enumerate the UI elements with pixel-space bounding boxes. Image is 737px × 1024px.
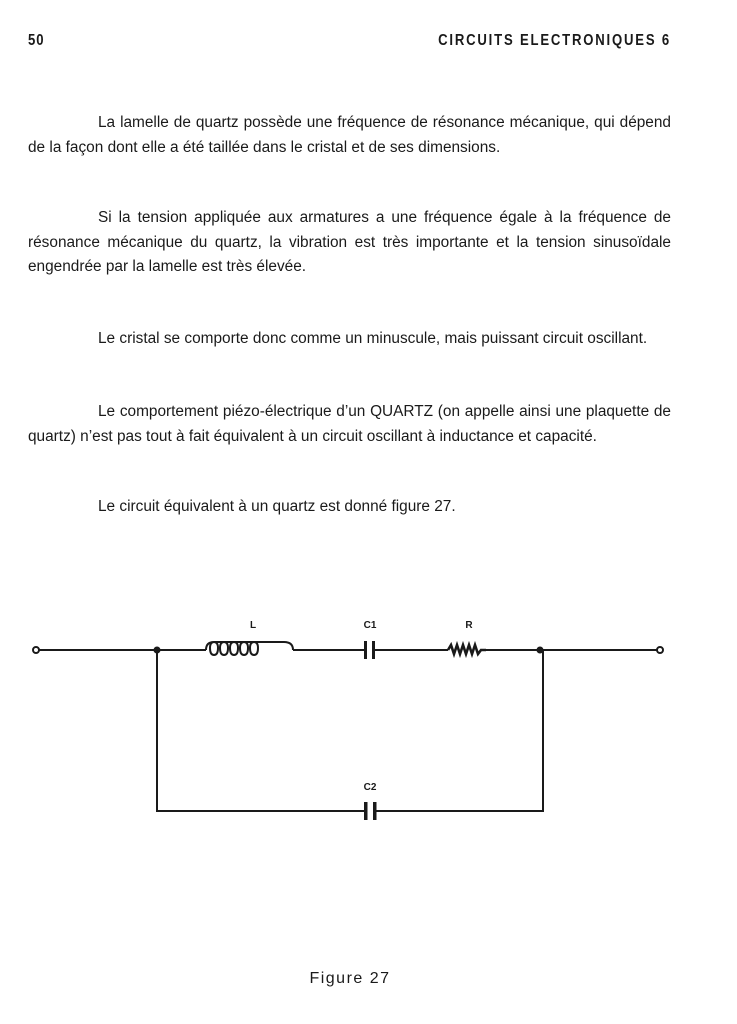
paragraph-2 bbox=[28, 206, 671, 280]
capacitor-c1-label: C1 bbox=[363, 620, 377, 631]
paragraph-text: La lamelle de quartz possède une fréquence de résonance mécanique, qui dépend de la façon dont elle a été taillée dans le cristal et de ses dimensions. bbox=[28, 114, 671, 156]
resistor-symbol bbox=[448, 645, 486, 654]
page-number: 50 bbox=[28, 32, 45, 49]
wire-parallel-left bbox=[157, 650, 364, 811]
paragraph-text: Le cristal se comporte donc comme un minuscule, mais puissant circuit oscillant. bbox=[98, 330, 648, 347]
capacitor-c2-plate-right bbox=[373, 802, 377, 820]
paragraph-1 bbox=[28, 111, 671, 160]
right-terminal bbox=[657, 647, 663, 653]
paragraph-text: Le comportement piézo-électrique d’un QUARTZ (on appelle ainsi une plaquette de quartz) n’est pas tout à fait équivalent à un circuit oscillant à inductance et capacité. bbox=[28, 403, 671, 445]
inductor-symbol bbox=[206, 642, 293, 655]
capacitor-c2-label: C2 bbox=[363, 782, 377, 793]
resistor-label: R bbox=[465, 620, 473, 631]
paragraph-5 bbox=[28, 495, 671, 520]
capacitor-c1-plate-right bbox=[372, 641, 375, 659]
inductor-label: L bbox=[249, 620, 257, 631]
paragraph-4 bbox=[28, 400, 671, 449]
paragraph-3 bbox=[28, 327, 671, 352]
wire-parallel-right bbox=[376, 650, 543, 811]
running-title: CIRCUITS ELECTRONIQUES 6 bbox=[438, 32, 671, 49]
capacitor-c2-plate-left bbox=[364, 802, 368, 820]
paragraph-text: Si la tension appliquée aux armatures a une fréquence égale à la fréquence de résonance mécanique du quartz, la vibration est très importante et la tension sinusoïdale engendrée par la lamelle est très élevée. bbox=[28, 209, 671, 275]
quartz-equivalent-circuit bbox=[0, 600, 737, 840]
paragraph-text: Le circuit équivalent à un quartz est donné figure 27. bbox=[98, 498, 456, 515]
capacitor-c1-plate-left bbox=[364, 641, 367, 659]
left-terminal bbox=[33, 647, 39, 653]
figure-caption: Figure 27 bbox=[309, 970, 391, 987]
